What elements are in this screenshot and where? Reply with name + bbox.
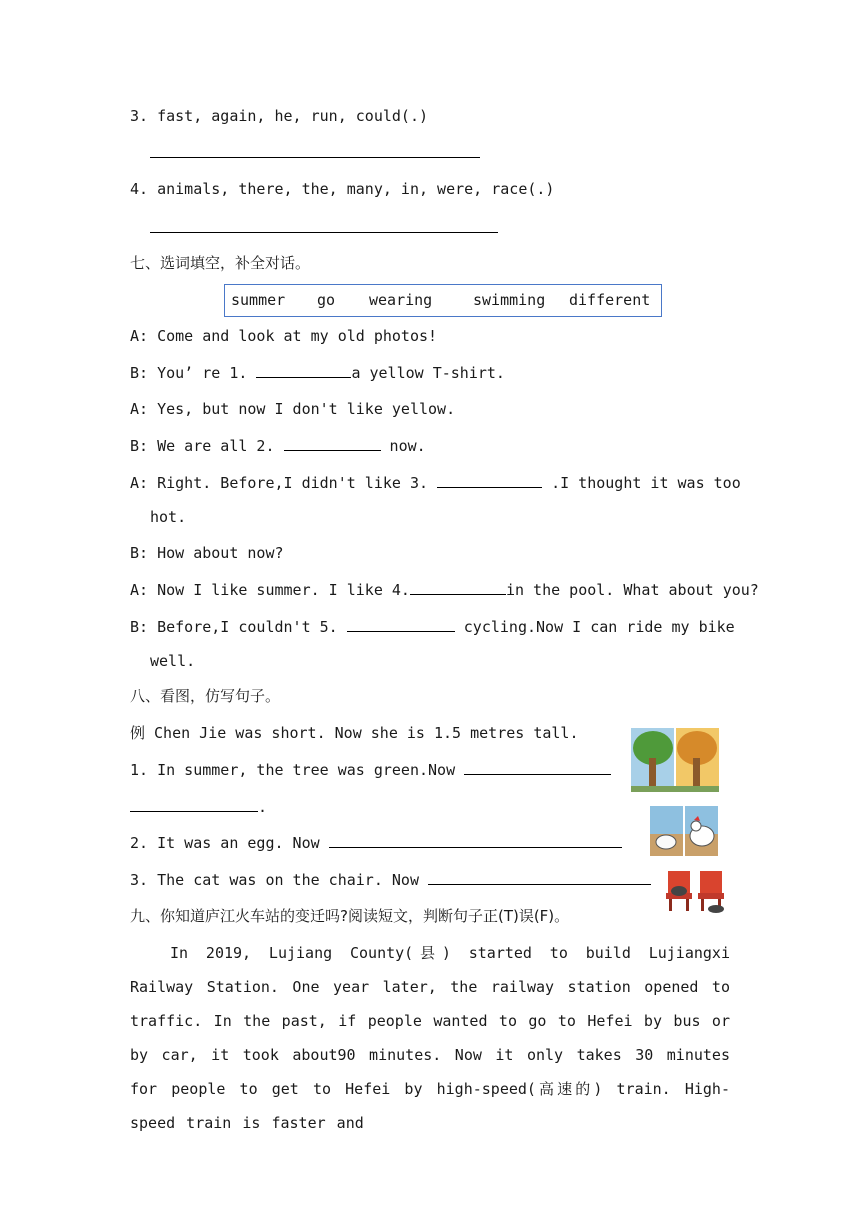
dialogue-line: B: We are all 2. now. (130, 437, 426, 455)
q8-heading: 八、看图，仿写句子。 (130, 687, 281, 705)
q8-answer-2[interactable] (329, 833, 622, 848)
q7-heading: 七、选词填空，补全对话。 (130, 254, 311, 272)
q8-answer-1a[interactable] (464, 760, 611, 775)
word-bank-word: wearing (369, 291, 433, 309)
q9-passage: In 2019, Lujiang County(县) started to build Lujiangxi Railway Station. One year later, the railway station opened to traffic. In the past, if people wanted to go to Hefei by bus or by car, it took about90 minutes. Now it only takes 30 minutes for people to get to Hefei by high-speed(高速的) train. High-speed train is faster and (130, 944, 730, 1132)
dialogue-line: A: Come and look at my old photos! (130, 327, 438, 345)
q8-sentence-1-cont: . (130, 797, 267, 817)
q8-sentence-2: 2. It was an egg. Now (130, 833, 622, 853)
q8-answer-1b[interactable] (130, 797, 258, 812)
cat-chair-picture (664, 865, 728, 915)
dialogue-line: A: Now I like summer. I like 4. in the pool. What about you? (130, 581, 759, 599)
q8-sentence-1: 1. In summer, the tree was green.Now (130, 760, 611, 780)
blank-1[interactable] (256, 363, 351, 378)
dialogue-line: B: Before,I couldn't 5. cycling.Now I can ride my bike (130, 618, 735, 636)
q8-sentence-3: 3. The cat was on the chair. Now (130, 870, 651, 890)
q8-example: 例 Chen Jie was short. Now she is 1.5 metres tall. (130, 724, 579, 742)
word-bank-word: swimming (473, 291, 546, 309)
egg-to-hen-picture (650, 806, 718, 858)
q6-item3-answer-line[interactable] (150, 157, 480, 158)
dialogue-line: A: Yes, but now I don't like yellow. (130, 400, 456, 418)
q9-heading: 九、你知道庐江火车站的变迁吗?阅读短文，判断句子正(T)误(F)。 (130, 907, 570, 925)
blank-5[interactable] (347, 617, 455, 632)
word-bank-word: go (317, 291, 336, 309)
word-bank-word: summer (231, 291, 286, 309)
q6-item3-prompt: 3. fast, again, he, run, could(.) (130, 107, 429, 125)
q6-item4-prompt: 4. animals, there, the, many, in, were, race(.) (130, 180, 555, 198)
dialogue-line: A: Right. Before,I didn't like 3. .I thought it was too (130, 474, 741, 492)
q6-item4-answer-line[interactable] (150, 232, 498, 233)
dialogue-line-cont: hot. (150, 508, 187, 526)
blank-4[interactable] (410, 580, 506, 595)
q8-answer-3[interactable] (428, 870, 651, 885)
dialogue-line: B: You’ re 1. a yellow T-shirt. (130, 364, 505, 382)
word-bank-word: different (569, 291, 651, 309)
dialogue-line-cont: well. (150, 652, 196, 670)
blank-2[interactable] (284, 436, 381, 451)
word-bank-box (224, 284, 662, 317)
tree-seasons-picture (631, 728, 719, 794)
dialogue-line: B: How about now? (130, 544, 284, 562)
blank-3[interactable] (437, 473, 542, 488)
